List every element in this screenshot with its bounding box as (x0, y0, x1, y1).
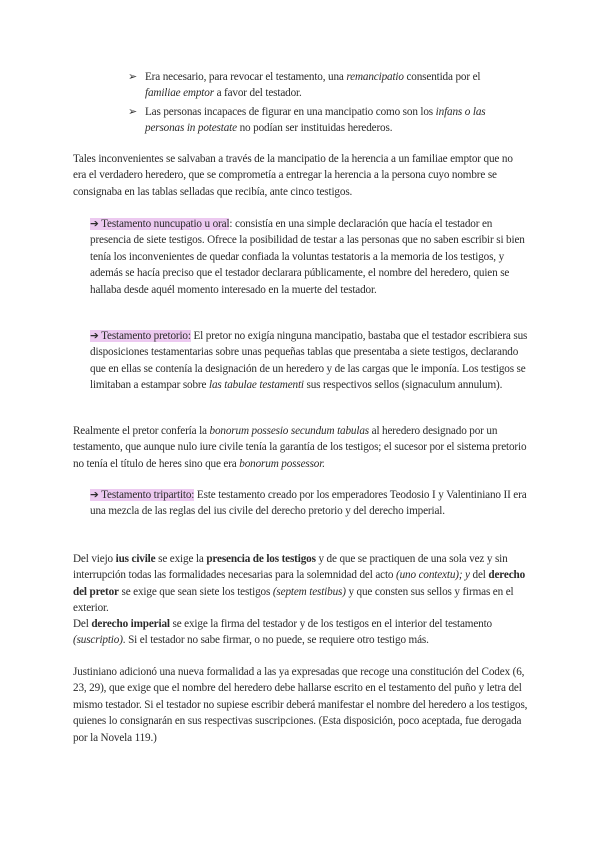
bullet-1-text-italic-2: familiae emptor (145, 87, 214, 100)
bullet-1-text-c: a favor del testador. (213, 87, 302, 100)
p2-b-italic: bonorum possessor. (239, 457, 325, 470)
p2-a-italic: bonorum possesio secundum tabulas (209, 425, 369, 437)
p3-e-italic: (septem testibus) (272, 585, 346, 598)
p4-c: . Si el testador no sabe firmar, o no puede, se requiere otro testigo más. (122, 634, 429, 647)
p2-a: Realmente el pretor confería la (73, 425, 210, 437)
p3-c-italic: (uno contextu); y (396, 569, 470, 582)
arrow-right-icon: ➔ (90, 489, 99, 501)
p3-b-bold: presencia de los testigos (206, 553, 316, 565)
section-tripartito (90, 487, 530, 520)
label-highlight-nuncupatio (90, 218, 229, 230)
bullet-1-text-italic: remancipatio (346, 71, 404, 83)
p3-e: se exige que sean siete los testigos (118, 585, 273, 598)
bullet-1-text-b: consentida por el (403, 71, 481, 83)
section-pretorio-text: El pretor no exigía ninguna mancipatio, bastaba que el testador escribiera sus disposiciones testamentarias sobre unas pequeñas tablas que presentaba a siete testigos, declarando que en ellas se contenía la designación de un heredero y de las cargas que le imponía. Los testigos se limitaban a estampar sobre (90, 330, 528, 392)
section-pretorio-text-end: sus respectivos sellos (signaculum annulum). (303, 379, 503, 392)
bullet-2-text-a: Las personas incapaces de figurar en una mancipatio como son los (145, 106, 436, 118)
p3-f: y que consten sus sellos y firmas en el exterior. (73, 585, 514, 615)
bullet-1-text (145, 69, 535, 102)
section-tripartito-label: Testamento tripartito: (101, 489, 195, 501)
p2-b: al heredero designado por un testamento, que aunque nulo iure civile tenía la garantía de los testigos; el sucesor por el sistema pretorio no tenía el título de heres sino que era (73, 425, 527, 470)
p4-b: se exige la firma del testador y de los testigos en el interior del testamento (169, 618, 492, 630)
bullet-1-text-a: Era necesario, para revocar el testamento, una (145, 71, 347, 83)
bullet-2-text (145, 104, 535, 137)
bullet-2-text-italic-2: personas in potestate (145, 122, 237, 135)
p4-a: Del (73, 618, 92, 630)
label-highlight-tripartito (90, 489, 194, 501)
paragraph-bonorum-possesio (73, 423, 528, 472)
arrow-right-icon: ➔ (90, 330, 99, 342)
section-nuncupatio-label: Testamento nuncupatio u oral (101, 218, 230, 230)
p3-a-bold: ius civile (115, 553, 156, 565)
bullet-1-marker: ➢ (128, 71, 138, 83)
section-pretorio (90, 328, 530, 394)
paragraph-justiniano: Justiniano adicionó una nueva formalidad a las ya expresadas que recoge una constitución del Codex (6, 23, 29), que exige que el nombre del heredero debe hallarse escrito en el testamento del puño y letra del mismo testador. Si el testador no supiese escribir deberá manifestar el nombre del heredero a los testigos, quienes lo consignarán en sus respectivas suscripciones. (Esta disposición, poco aceptada, fue derogada por la Novela 119.) (73, 666, 528, 744)
bullet-2-text-italic: infans o las (435, 106, 486, 118)
label-highlight-pretorio (90, 330, 191, 342)
p3-a: Del viejo (73, 553, 116, 565)
bullet-2-text-b: no podían ser instituidas herederos. (236, 122, 393, 135)
p4-a-bold: derecho imperial (91, 618, 170, 630)
p3-d: del (469, 569, 489, 582)
paragraph-derecho-imperial (73, 616, 528, 649)
section-nuncupatio (90, 216, 530, 298)
section-tripartito-text: Este testamento creado por los emperadores Teodosio I y Valentiniano II era una mezcla de las reglas del ius civile del derecho pretorio y del derecho imperial. (90, 489, 527, 518)
p4-b-italic: (suscriptio) (73, 634, 123, 647)
section-pretorio-label: Testamento pretorio: (101, 330, 191, 342)
section-nuncupatio-text: : consistía en una simple declaración que hacía el testador en presencia de siete testigos. Ofrece la posibilidad de testar a las personas que no saben escribir si bien tenía los inconvenientes de quedar confiada la voluntas testatoris a la memoria de los testigos, y además se hacía preciso que el testador declarara públicamente, el nombre del heredero, quien se hallaba desde aquél momento interesado en la muerte del testador. (90, 218, 525, 296)
bullet-2-marker: ➢ (128, 106, 138, 118)
paragraph-mancipatio: Tales inconvenientes se salvaban a través de la mancipatio de la herencia a un familiae emptor que no era el verdadero heredero, que se comprometía a entregar la herencia a la persona cuyo nombre se consignaba en las tablas selladas que recibía, ante cinco testigos. (73, 153, 513, 198)
p3-c: y de que se practiquen de una sola vez y sin interrupción todas las formalidades necesarias para la solemnidad del acto (73, 553, 508, 582)
p3-d-bold: derecho del pretor (73, 569, 526, 598)
paragraph-ius-civile (73, 551, 528, 617)
section-pretorio-italic: las tabulae testamenti (208, 379, 304, 392)
arrow-right-icon: ➔ (90, 218, 99, 230)
p3-b: se exige la (155, 553, 207, 565)
